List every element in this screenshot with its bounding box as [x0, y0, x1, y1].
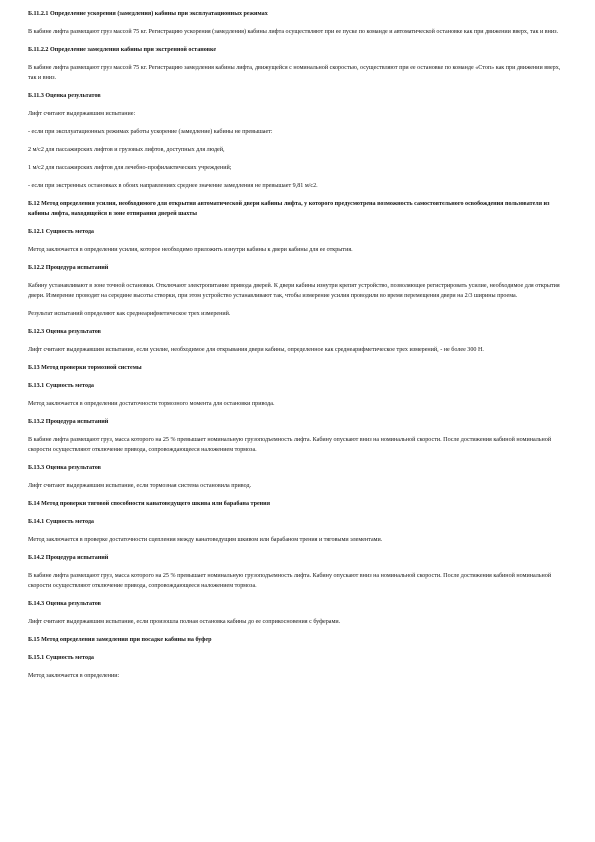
paragraph: В кабине лифта размещают груз, масса которого на 25 % превышает номинальную грузоподъемность лифта. Кабину опускают вниз на номинальной скорости. После достижения кабиной номинальной скорости осуществляют отключение привода, сопровождающееся наложением тормоза. — [28, 437, 552, 453]
section-heading: Б.11.2.2 Определение замедления кабины при экстренной остановке — [28, 47, 217, 54]
section-heading: Б.13.3 Оценка результатов — [28, 464, 101, 471]
section-heading: Б.11.2.1 Определение ускорения (замедления) кабины при эксплуатационных режимах — [28, 11, 268, 17]
paragraph: Лифт считают выдержавшим испытание, если произошла полная остановка кабины до ее соприкосновения с буферами. — [28, 618, 341, 625]
section-heading: Б.11.3 Оценка результатов — [28, 92, 101, 99]
paragraph: Кабину устанавливают в зоне точной остановки. Отключают электропитание привода дверей. К двери кабины изнутри крепят устройство, позволяющее регистрировать усилие, необходимое для открытия двери. Измерение проводят на середине высоты створки, при этом устройство устанавливают так, чтобы измерение усилия проводили во время перемещения двери на 2/3 ширины проема. — [28, 283, 560, 299]
section-heading: Б.15 Метод определения замедления при посадке кабины на буфер — [28, 637, 212, 644]
paragraph: - если при эксплуатационных режимах работы ускорение (замедление) кабины не превышает: — [28, 128, 273, 135]
section-heading: Б.15.1 Сущность метода — [28, 655, 94, 662]
paragraph: В кабине лифта размещают груз массой 75 кг. Регистрацию замедления кабины лифта, движущейся с номинальной скоростью, осуществляют при ее остановке по команде «Стоп» как при движении вверх, так и вниз. — [28, 65, 561, 81]
paragraph: Метод заключается в определении: — [28, 673, 120, 680]
paragraph: 1 м/с2 для пассажирских лифтов для лечебно-профилактических учреждений; — [28, 165, 232, 172]
section-heading: Б.14.3 Оценка результатов — [28, 600, 101, 607]
section-heading: Б.14.2 Процедура испытаний — [28, 555, 109, 562]
paragraph: Метод заключается в определении усилия, которое необходимо приложить изнутри кабины к двери кабины для ее открытия. — [28, 246, 353, 253]
section-heading: Б.14.1 Сущность метода — [28, 519, 94, 526]
section-heading: Б.12.3 Оценка результатов — [28, 328, 101, 335]
paragraph: Результат испытаний определяют как среднеарифметическое трех измерений. — [28, 310, 231, 317]
paragraph: В кабине лифта размещают груз, масса которого на 25 % превышает номинальную грузоподъемность лифта. Кабину опускают вниз на номинальной скорости. После достижения кабиной номинальной скорости осуществляют отключение привода, сопровождающееся наложением тормоза. — [28, 573, 552, 589]
section-heading: Б.13.1 Сущность метода — [28, 383, 94, 389]
section-heading: Б.12.1 Сущность метода — [28, 228, 94, 235]
paragraph: 2 м/с2 для пассажирских лифтов и грузовых лифтов, доступных для людей, — [28, 147, 225, 154]
paragraph: В кабине лифта размещают груз массой 75 кг. Регистрацию ускорения (замедления) кабины лифта осуществляют при ее пуске по команде и автоматической остановке как при движении вверх, так и вниз. — [28, 29, 559, 36]
paragraph: Лифт считают выдержавшим испытание: — [28, 110, 136, 117]
section-heading: Б.12 Метод определения усилия, необходимого для открытия автоматической двери кабины лифта, у которого предусмотрена возможность самостоятельного освобождения пользователя из кабины лифта, находящейся в зоне отпирания дверей шахты — [28, 201, 550, 217]
section-heading: Б.14 Метод проверки тяговой способности канатоведущего шкива или барабана трения — [28, 500, 270, 507]
paragraph: - если при экстренных остановках в обоих направлениях среднее значение замедления не превышает 9,81 м/с2. — [28, 183, 318, 190]
paragraph: Лифт считают выдержавшим испытание, если усилие, необходимое для открывания двери кабины, определенное как среднеарифметическое трех измерений, - не более 300 Н. — [28, 346, 484, 353]
section-heading: Б.13 Метод проверки тормозной системы — [28, 364, 142, 371]
paragraph: Метод заключается в проверке достаточности сцепления между канатоведущим шкивом или барабаном трения и тяговыми элементами. — [28, 537, 383, 544]
paragraph: Лифт считают выдержавшим испытание, если тормозная система остановила привод. — [28, 482, 252, 489]
section-heading: Б.12.2 Процедура испытаний — [28, 265, 109, 272]
paragraph: Метод заключается в определении достаточности тормозного момента для остановки привода. — [28, 401, 275, 408]
section-heading: Б.13.2 Процедура испытаний — [28, 419, 109, 426]
